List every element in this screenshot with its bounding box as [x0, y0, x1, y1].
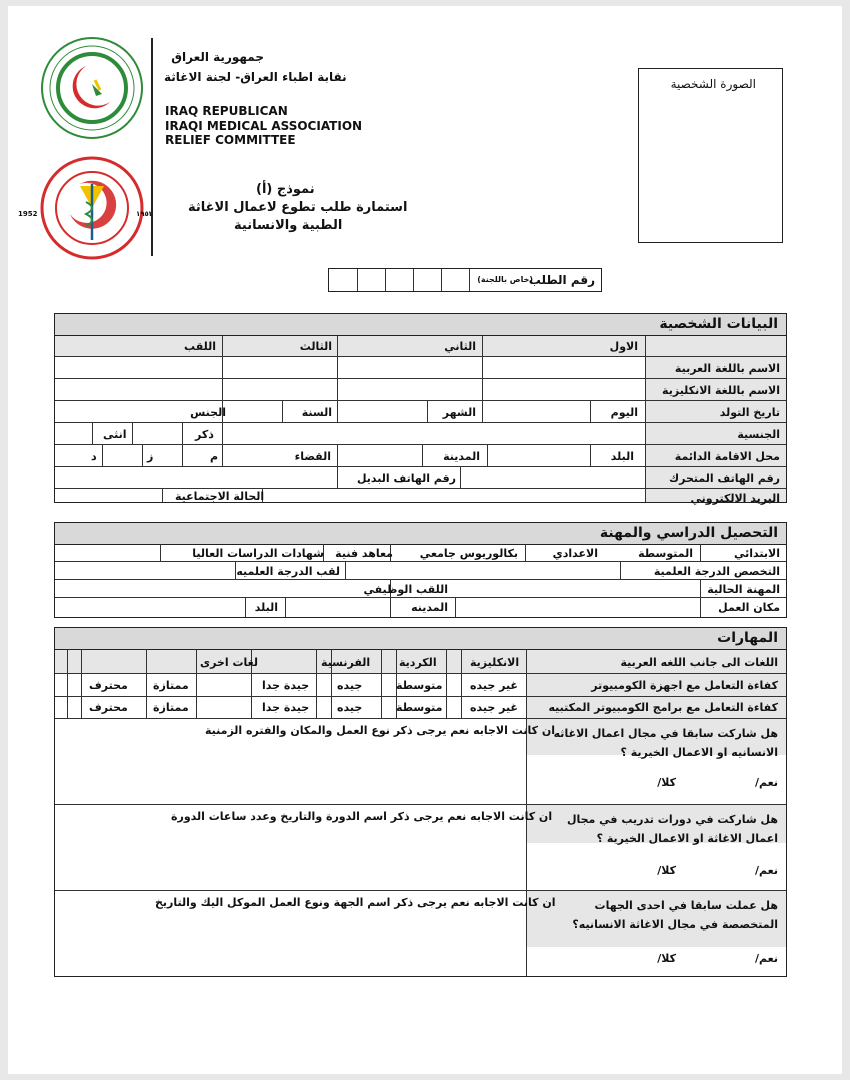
skills-section	[54, 627, 787, 977]
q2-no[interactable]: كلا/	[657, 864, 676, 877]
header-country-en: IRAQ REPUBLICAN	[165, 104, 288, 118]
form-title-line2: الطبية والانسانية	[234, 218, 343, 233]
education-title: التحصيل الدراسي والمهنة	[599, 525, 778, 541]
specialty-label: التخصص الدرجة العلمية	[653, 565, 780, 578]
q1-question: هل شاركت سابقا في مجال اعمال الاغاثه الانسانيه او الاعمال الخيرية ؟	[553, 727, 778, 759]
devices-level-excellent[interactable]: ممتازة	[153, 679, 189, 692]
marital-label: الحالة الاجتماعية	[175, 490, 265, 503]
caduceus-logo-icon	[40, 156, 144, 260]
office-software-label: كفاءة التعامل مع برامج الكومبيوتر المكتبيه	[548, 701, 778, 714]
french-label: الفرنسية	[321, 656, 371, 669]
q1-no[interactable]: كلا/	[657, 776, 676, 789]
address-z-label: ز	[147, 450, 154, 463]
header-committee-en: RELIEF COMMITTEE	[165, 133, 296, 147]
logo2-year-right: ١٩٥٢	[136, 210, 154, 218]
header-divider	[151, 38, 153, 256]
request-number-label: رقم الطلب	[528, 273, 595, 287]
kurdish-label: الكردية	[399, 656, 437, 669]
devices-level-pro[interactable]: محترف	[89, 679, 128, 692]
q1-yes[interactable]: نعم/	[755, 776, 778, 789]
personal-section	[54, 313, 787, 503]
q3-question: هل عملت سابقا في احدى الجهات المتخصصة في مجال الاغاثة الانسانيه؟	[572, 899, 778, 931]
english-label: الانكليزية	[470, 656, 520, 669]
request-number-note: (خاص باللجنة)	[477, 275, 533, 284]
name-en-label: الاسم باللغة الانكليزية	[662, 384, 780, 397]
male-label[interactable]: ذكر	[195, 428, 214, 441]
address-d-label: د	[91, 450, 97, 463]
col-surname-label: اللقب	[184, 340, 216, 353]
education-section	[54, 522, 787, 618]
q2-question: هل شاركت في دورات تدريب في مجال اعمال الاغاثة او الاعمال الخيرية ؟	[566, 813, 778, 845]
request-number-box[interactable]	[328, 268, 602, 292]
other-langs-label: لغات اخرى	[200, 656, 258, 669]
devices-level-verygood[interactable]: جيدة جدا	[262, 679, 310, 692]
software-level-good[interactable]: جيده	[337, 701, 363, 714]
header-association-en: IRAQI MEDICAL ASSOCIATION	[165, 119, 363, 133]
primary-label: الابتدائي	[734, 547, 780, 560]
country-label: البلد	[610, 450, 634, 463]
software-level-excellent[interactable]: ممتازة	[153, 701, 189, 714]
q3-detail: ان كانت الاجابه نعم يرجى ذكر اسم الجهة ونوع العمل الموكل اليك والتاريخ	[155, 896, 556, 909]
email-label: البريد الالكتروني	[690, 492, 780, 505]
col-third-label: الثالث	[299, 340, 332, 353]
q2-yes[interactable]: نعم/	[755, 864, 778, 877]
nationality-label: الجنسية	[737, 428, 780, 441]
alt-phone-label: رقم الهاتف البديل	[356, 472, 456, 485]
devices-level-good[interactable]: جيده	[337, 679, 363, 692]
col-second-label: الثاني	[444, 340, 476, 353]
dob-month-label: الشهر	[442, 406, 476, 419]
address-m-label: م	[210, 450, 219, 463]
personal-title: البيانات الشخصية	[659, 316, 778, 332]
form-page	[8, 6, 842, 1074]
software-level-pro[interactable]: محترف	[89, 701, 128, 714]
q2-detail: ان كانت الاجابه نعم يرجى ذكر اسم الدورة والتاريخ وعدد ساعات الدورة	[171, 810, 553, 823]
devices-level-average[interactable]: متوسطة	[396, 679, 443, 692]
current-job-label: المهنة الحالية	[707, 583, 780, 596]
name-ar-label: الاسم باللغة العربية	[674, 362, 780, 375]
logo2-year-left: 1952	[18, 210, 38, 218]
skills-header	[55, 628, 786, 650]
col-first-label: الاول	[609, 340, 638, 353]
form-model: نموذج (أ)	[256, 182, 315, 197]
bachelor-label: بكالوريوس جامعي	[419, 547, 518, 560]
q3-no[interactable]: كلا/	[657, 952, 676, 965]
header-association-ar: نقابة اطباء العراق- لجنة الاغاثة	[164, 70, 347, 84]
skills-title: المهارات	[717, 630, 778, 646]
job-title-label: اللقب الوظيفي	[363, 583, 448, 596]
city-label: المدينة	[443, 450, 480, 463]
preparatory-label: الاعدادي	[552, 547, 598, 560]
form-title-line1: استمارة طلب تطوع لاعمال الاغاثة	[188, 200, 408, 215]
languages-label: اللغات الى جانب اللغه العربية	[620, 656, 778, 669]
q1-detail: ان كانت الاجابه نعم يرجى ذكر نوع العمل والمكان والفتره الزمنية	[205, 724, 556, 737]
crescent-logo-icon	[40, 36, 144, 140]
education-header	[55, 523, 786, 545]
work-country-label: البلد	[254, 601, 278, 614]
workplace-label: مكان العمل	[718, 601, 780, 614]
technical-label: معاهد فنية	[335, 547, 393, 560]
female-label[interactable]: انثى	[103, 428, 127, 441]
personal-header	[55, 314, 786, 336]
dob-day-label: اليوم	[610, 406, 638, 419]
intermediate-label: المتوسطة	[638, 547, 693, 560]
mobile-label: رقم الهاتف المتحرك	[669, 472, 780, 485]
residence-label: محل الاقامة الدائمة	[674, 450, 780, 463]
degree-title-label: لقب الدرجة العلميه	[236, 565, 340, 578]
devices-level-poor[interactable]: غير جيده	[470, 679, 518, 692]
district-label: القضاء	[294, 450, 331, 463]
photo-box[interactable]	[638, 68, 783, 243]
work-city-label: المدينه	[411, 601, 448, 614]
software-level-poor[interactable]: غير جيده	[470, 701, 518, 714]
software-level-average[interactable]: متوسطة	[396, 701, 443, 714]
header-country-ar: جمهورية العراق	[171, 50, 264, 64]
dob-year-label: السنة	[301, 406, 332, 419]
postgrad-label: شهادات الدراسات العاليا	[192, 547, 324, 560]
software-level-verygood[interactable]: جيدة جدا	[262, 701, 310, 714]
computer-devices-label: كفاءة التعامل مع اجهزة الكومبيوتر	[591, 679, 778, 692]
dob-label: تاريخ التولد	[719, 406, 780, 419]
q3-yes[interactable]: نعم/	[755, 952, 778, 965]
photo-label: الصورة الشخصية	[670, 77, 756, 91]
gender-label: الجنس	[190, 406, 226, 419]
